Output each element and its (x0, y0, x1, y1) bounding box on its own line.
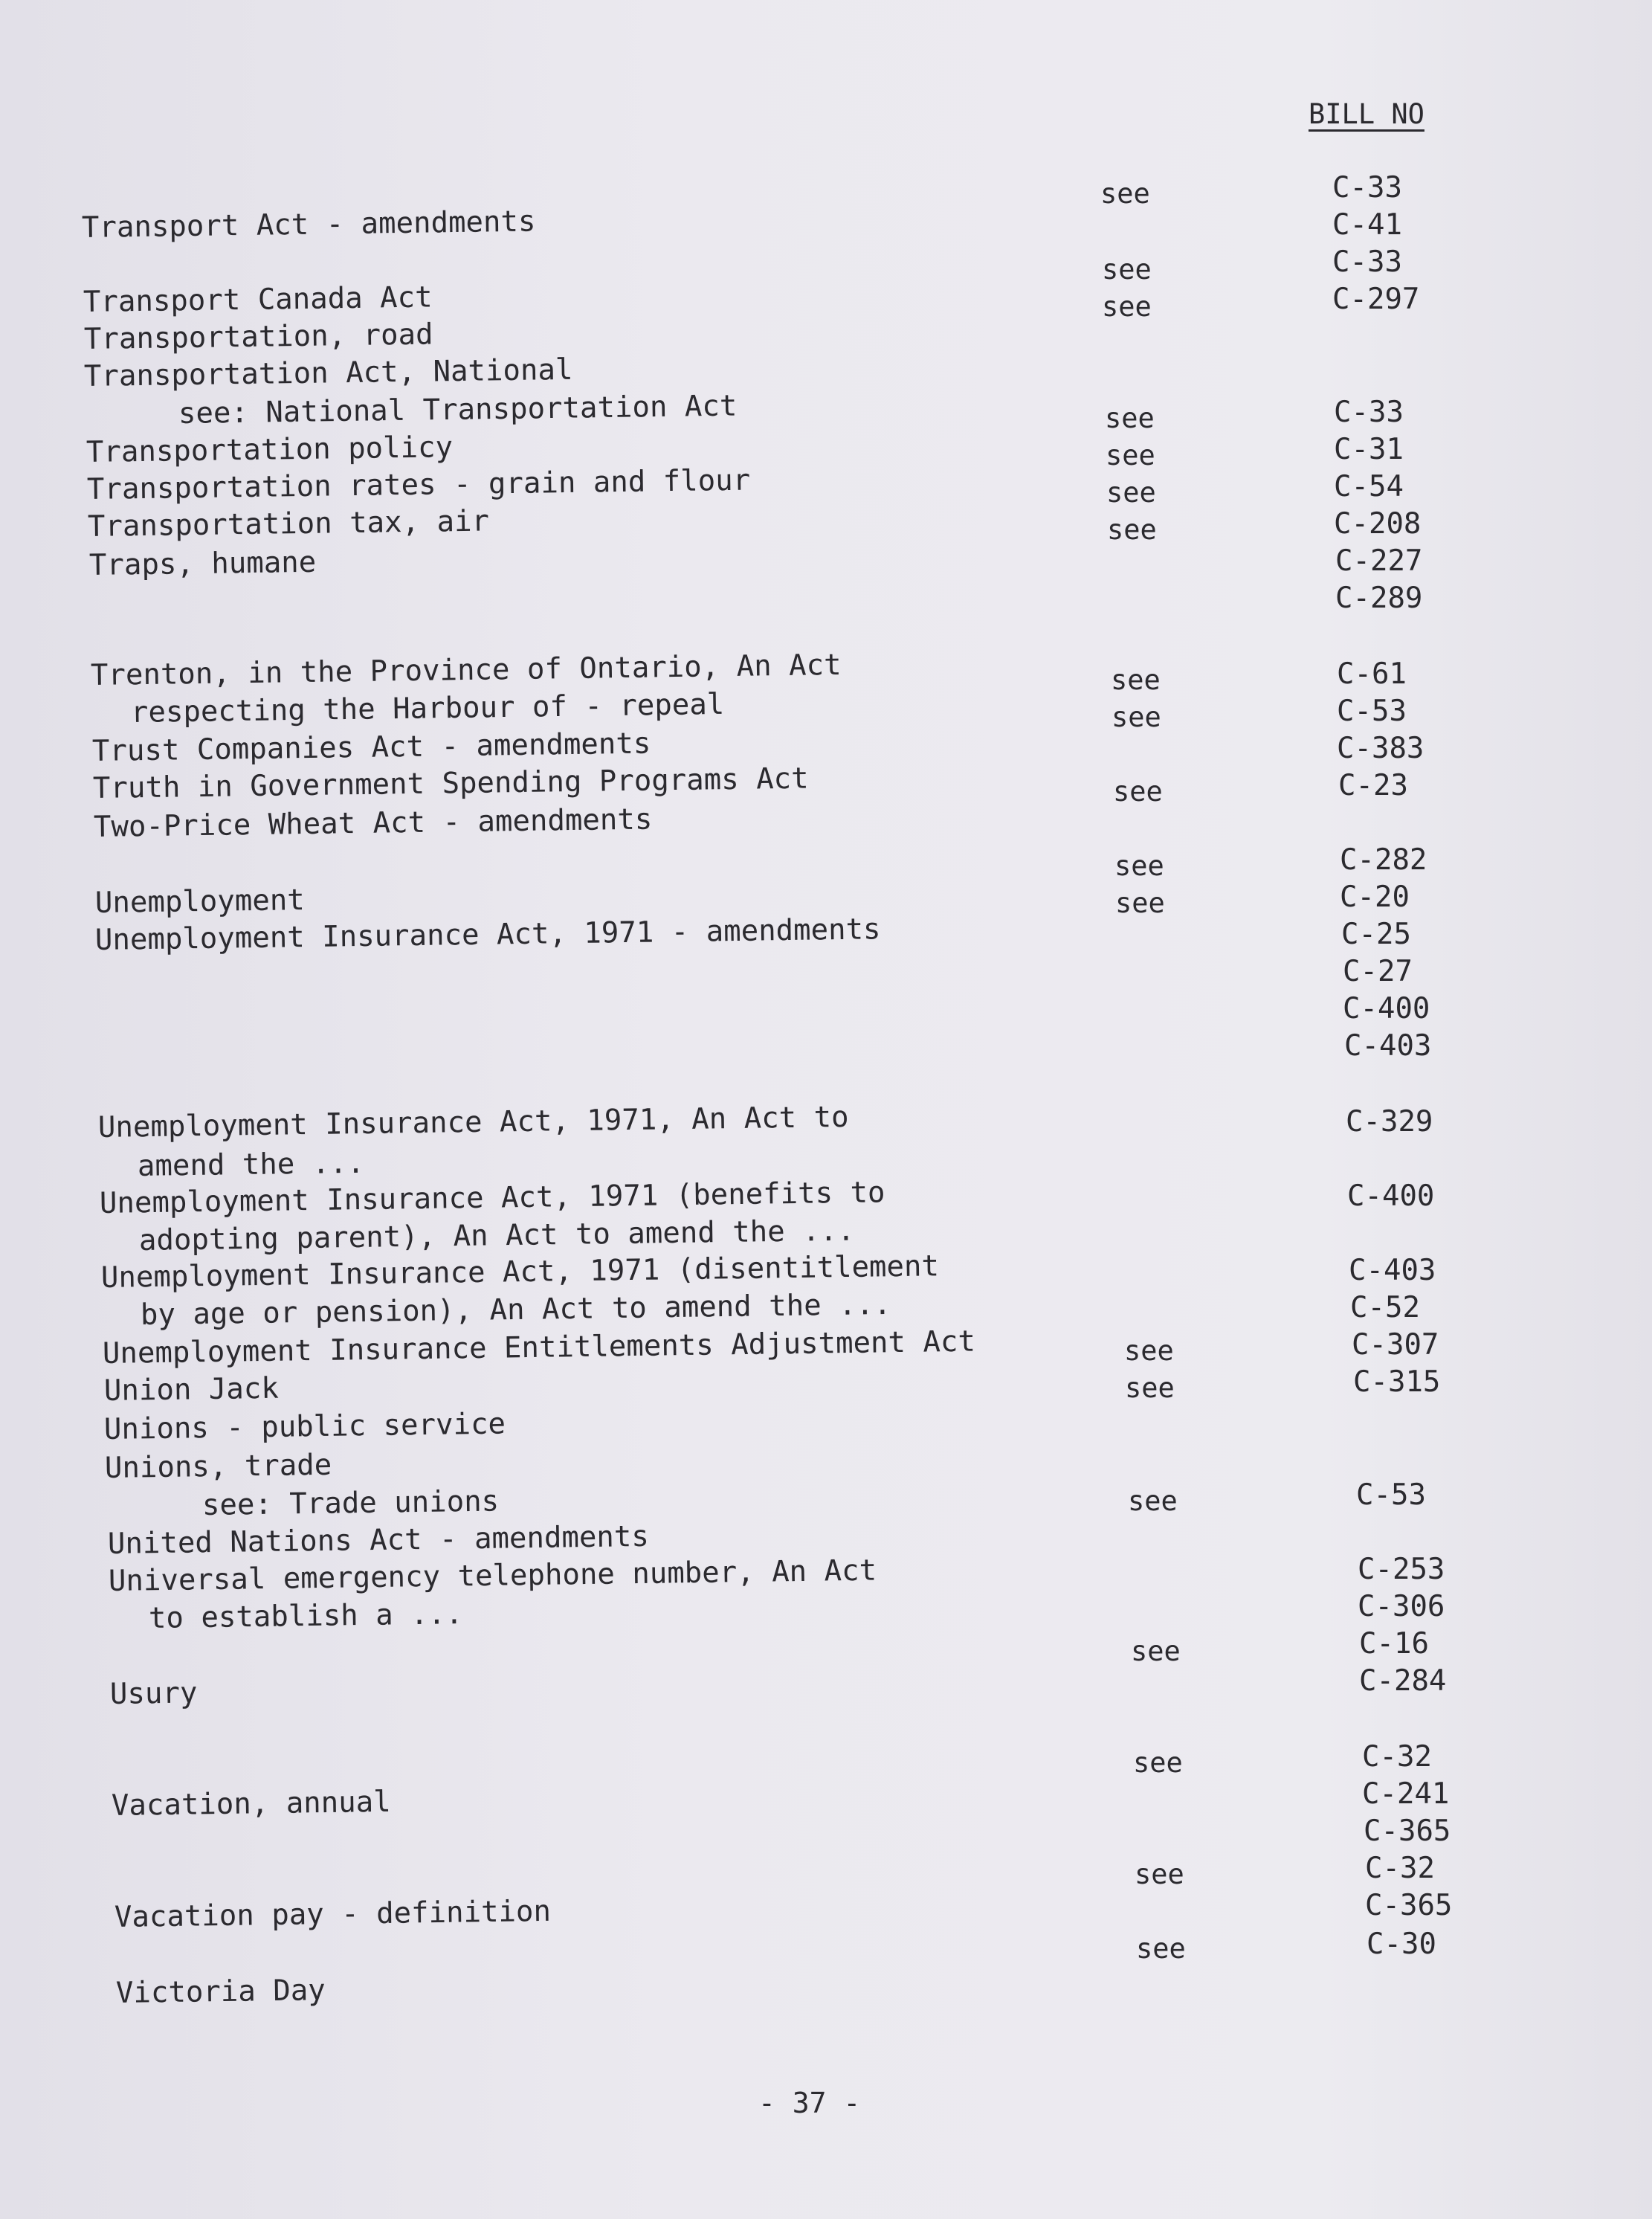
see-marker: see (1111, 664, 1161, 696)
bill-number: C-227 (1335, 544, 1423, 578)
index-entry: Transport Act - amendments (81, 204, 536, 245)
see-marker: see (1136, 1933, 1186, 1965)
index-entry: to establish a ... (148, 1597, 463, 1635)
see-marker: see (1105, 402, 1155, 434)
see-marker: see (1106, 477, 1156, 509)
see-marker: see (1111, 701, 1161, 733)
index-entry: amend the ... (137, 1146, 365, 1183)
index-entry: by age or pension), An Act to amend the ... (140, 1287, 891, 1332)
see-marker: see (1113, 776, 1163, 808)
see-marker: see (1128, 1485, 1178, 1517)
bill-number: C-32 (1365, 1852, 1435, 1885)
bill-number: C-33 (1332, 171, 1402, 204)
bill-number: C-403 (1349, 1254, 1436, 1287)
index-entry: Unemployment Insurance Act, 1971, An Act to (97, 1100, 849, 1144)
index-entry: Union Jack (103, 1371, 280, 1408)
bill-number: C-30 (1367, 1927, 1436, 1961)
index-entry: see: Trade unions (201, 1484, 500, 1522)
see-marker: see (1106, 439, 1155, 471)
index-entry: Unemployment Insurance Act, 1971 - amendments (94, 912, 881, 957)
bill-number: C-208 (1334, 507, 1422, 541)
page-number: - 37 - (758, 2087, 861, 2119)
bill-number: C-307 (1352, 1328, 1439, 1362)
bill-number: C-61 (1337, 657, 1407, 691)
index-entry: Unions, trade (104, 1448, 332, 1485)
index-entry: Two-Price Wheat Act - amendments (93, 802, 653, 844)
bill-number: C-282 (1340, 843, 1427, 877)
index-entry: Traps, humane (88, 545, 317, 582)
see-marker: see (1107, 514, 1157, 546)
bill-number: C-289 (1335, 582, 1423, 615)
see-marker: see (1102, 291, 1152, 323)
bill-no-heading: BILL NO (1309, 98, 1424, 130)
index-entry: Victoria Day (115, 1974, 326, 2010)
index-entry: Unions - public service (103, 1407, 506, 1446)
index-entry: Unemployment Insurance Act, 1971 (benefits to (99, 1176, 885, 1220)
index-entry: Transportation, road (83, 318, 433, 356)
see-marker: see (1102, 254, 1152, 286)
see-marker: see (1100, 178, 1150, 210)
index-entry: Transportation Act, National (83, 352, 573, 393)
bill-number: C-20 (1340, 880, 1410, 914)
index-entry: Unemployment Insurance Act, 1971 (disentitlement (100, 1249, 940, 1295)
bill-number: C-33 (1334, 396, 1404, 429)
index-entry: see: National Transportation Act (178, 389, 738, 431)
index-entry: Transport Canada Act (83, 280, 433, 319)
see-marker: see (1133, 1747, 1183, 1779)
bill-number: C-52 (1350, 1291, 1420, 1324)
bill-number: C-306 (1358, 1590, 1445, 1623)
bill-number: C-25 (1341, 918, 1411, 951)
bill-number: C-16 (1359, 1627, 1429, 1661)
bill-number: C-41 (1332, 208, 1402, 242)
index-entry: Unemployment Insurance Entitlements Adjustment Act (102, 1324, 976, 1371)
index-entry: Transportation rates - grain and flour (86, 463, 751, 506)
bill-number: C-23 (1338, 769, 1408, 802)
bill-number: C-284 (1359, 1664, 1447, 1698)
bill-number: C-383 (1337, 732, 1424, 765)
index-entry: Trenton, in the Province of Ontario, An Act (90, 648, 842, 692)
bill-number: C-315 (1353, 1365, 1441, 1399)
see-marker: see (1115, 887, 1165, 919)
index-entry: Transportation tax, air (87, 504, 490, 544)
index-entry: Truth in Government Spending Programs Act (92, 761, 809, 805)
bill-number: C-33 (1332, 245, 1402, 279)
index-entry: adopting parent), An Act to amend the ... (138, 1214, 855, 1257)
bill-number: C-403 (1344, 1029, 1432, 1063)
index-entry: Universal emergency telephone number, An Act (108, 1553, 877, 1598)
bill-number: C-53 (1356, 1478, 1426, 1512)
bill-number: C-365 (1364, 1814, 1451, 1848)
bill-number: C-27 (1343, 955, 1413, 988)
bill-number: C-253 (1358, 1553, 1445, 1586)
index-entry: Transportation policy (85, 431, 454, 469)
see-marker: see (1125, 1372, 1175, 1404)
index-entry: respecting the Harbour of - repeal (130, 687, 725, 730)
bill-number: C-32 (1362, 1740, 1432, 1774)
index-entry: Trust Companies Act - amendments (91, 727, 651, 768)
bill-number: C-297 (1332, 283, 1420, 316)
index-entry: Unemployment (94, 883, 306, 920)
bill-number: C-400 (1347, 1179, 1435, 1213)
bill-number: C-53 (1337, 695, 1407, 728)
see-marker: see (1131, 1635, 1181, 1667)
bill-number: C-54 (1334, 470, 1404, 503)
index-entry: Vacation, annual (111, 1785, 391, 1823)
bill-number: C-31 (1334, 433, 1404, 466)
index-entry: Vacation pay - definition (114, 1894, 552, 1934)
bill-number: C-329 (1346, 1105, 1433, 1139)
see-marker: see (1124, 1335, 1174, 1367)
bill-number: C-241 (1362, 1777, 1450, 1811)
see-marker: see (1114, 850, 1164, 882)
bill-number: C-365 (1365, 1889, 1453, 1922)
index-entry: Usury (109, 1676, 198, 1711)
index-entry: United Nations Act - amendments (107, 1519, 650, 1561)
see-marker: see (1135, 1858, 1184, 1890)
bill-number: C-400 (1343, 992, 1430, 1025)
